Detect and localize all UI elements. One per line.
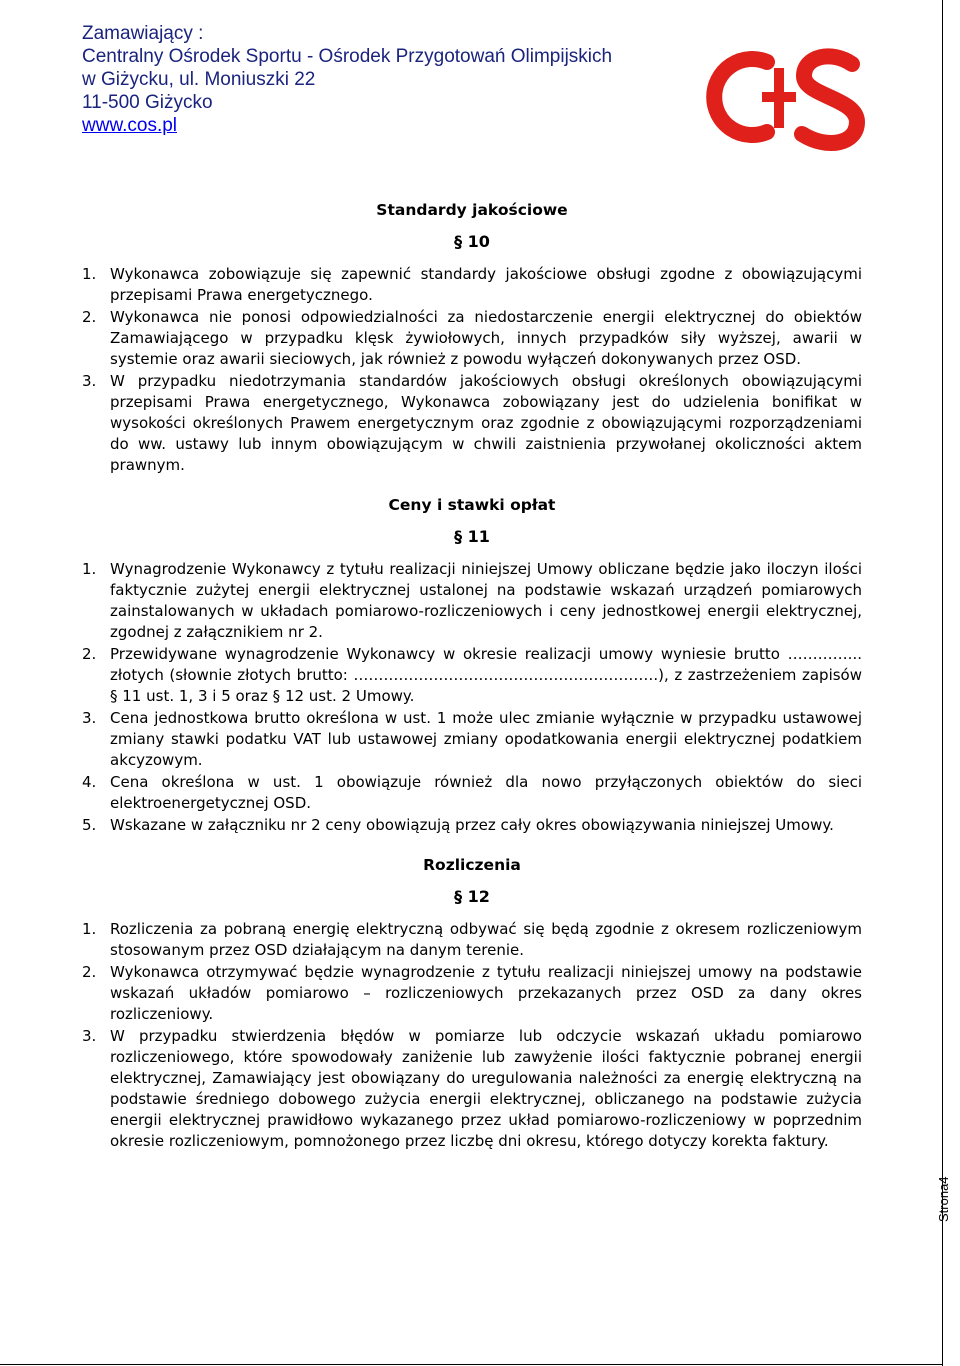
list-item: 4. Cena określona w ust. 1 obowiązuje również dla nowo przyłączonych obiektów do sieci elektroenergetycznej OSD. bbox=[82, 773, 862, 812]
list-item: 3. W przypadku niedotrzymania standardów jakościowych obsługi określonych obowiązującymi przepisami Prawa energetycznego, Wykonawca zobowiązany jest do udzielenia bonifikat w wysokości określonych Prawem energetycznym oraz zgodnie z obowiązującymi rozporządzeniami do ww. ustawy lub innym obowiązującym w chwili zaistnienia przywołanej okoliczności aktem prawnym. bbox=[82, 372, 862, 474]
section-title-standards: Standardy jakościowe bbox=[376, 201, 568, 219]
prices-list bbox=[82, 559, 862, 836]
page-number-label: Strona4 bbox=[936, 1176, 951, 1222]
section-title-prices: Ceny i stawki opłat bbox=[388, 496, 556, 514]
list-item: 1. Rozliczenia za pobraną energię elektryczną odbywać się będą zgodnie z okresem rozliczeniowym stosowanym przez OSD działającym na danym terenie. bbox=[82, 920, 862, 959]
paragraph-number-11: § 11 bbox=[454, 527, 490, 546]
list-item: 1. Wykonawca zobowiązuje się zapewnić standardy jakościowe obsługi zgodne z obowiązującymi przepisami Prawa energetycznego. bbox=[82, 265, 862, 304]
paragraph-number-12: § 12 bbox=[454, 887, 490, 906]
header-line-4: 11-500 Giżycko bbox=[82, 92, 213, 113]
section-title-settlements: Rozliczenia bbox=[423, 856, 521, 874]
list-item: 2. Wykonawca otrzymywać będzie wynagrodzenie z tytułu realizacji niniejszej umowy na podstawie wskazań układów pomiarowo – rozliczeniowych przekazanych przez OSD za dany okres rozliczeniowy. bbox=[82, 963, 862, 1023]
list-item: 3. W przypadku stwierdzenia błędów w pomiarze lub odczycie wskazań układu pomiarowo rozliczeniowego, które spowodowały zaniżenie lub zawyżenie ilości faktycznie pobranej energii elektrycznej, Zamawiający jest obowiązany do uregulowania należności za energię elektryczną na podstawie średniego dobowego zużycia energii elektrycznej, obliczanego na podstawie zużycia energii elektrycznej prawidłowo wykazanego przez układ pomiarowo-rozliczeniowy w poprzednim okresie rozliczeniowym, pomnożonego przez liczbę dni okresu, którego dotyczy korekta faktury. bbox=[82, 1027, 862, 1150]
cos-logo bbox=[692, 22, 872, 172]
list-item: 2. Wykonawca nie ponosi odpowiedzialności za niedostarczenie energii elektrycznej do obiektów Zamawiającego w przypadku klęsk żywiołowych, innych przypadków siły wyższej, awarii w systemie oraz awarii sieciowych, jak również z powodu wyłączeń dokonywanych przez OSD. bbox=[82, 308, 862, 368]
document-body bbox=[82, 200, 862, 1153]
settlements-list bbox=[82, 919, 862, 1152]
list-item: 3. Cena jednostkowa brutto określona w ust. 1 może ulec zmianie wyłącznie w przypadku ustawowej zmiany stawki podatku VAT lub ustawowej zmiany opodatkowania energii elektrycznej podatkiem akcyzowym. bbox=[82, 709, 862, 769]
list-item: 1. Wynagrodzenie Wykonawcy z tytułu realizacji niniejszej Umowy obliczane będzie jako iloczyn ilości faktycznie zużytej energii elektrycznej ustalonej na podstawie wskazań urządzeń pomiarowych zainstalowanych w układach pomiarowo-rozliczeniowych i ceny jednostkowej energii elektrycznej, zgodnej z załącznikiem nr 2. bbox=[82, 560, 862, 641]
list-item: 2. Przewidywane wynagrodzenie Wykonawcy w okresie realizacji umowy wyniesie brutto …………... złotych (słownie złotych brutto: …………………………………………………….), z zastrzeżeniem zapisów § 11 ust. 1, 3 i 5 oraz § 12 ust. 2 Umowy. bbox=[82, 645, 862, 705]
page-border-right bbox=[942, 0, 943, 1366]
header-line-3: w Giżycku, ul. Moniuszki 22 bbox=[82, 69, 316, 90]
list-item: 5. Wskazane w załączniku nr 2 ceny obowiązują przez cały okres obowiązywania niniejszej Umowy. bbox=[82, 816, 834, 834]
header-line-1: Zamawiający : bbox=[82, 23, 204, 44]
paragraph-number-10: § 10 bbox=[454, 232, 490, 251]
standards-list bbox=[82, 264, 862, 476]
page-border-bottom bbox=[0, 1364, 943, 1365]
document-header bbox=[82, 22, 612, 137]
website-link[interactable]: www.cos.pl bbox=[82, 115, 178, 136]
header-line-2: Centralny Ośrodek Sportu - Ośrodek Przygotowań Olimpijskich bbox=[82, 46, 613, 67]
